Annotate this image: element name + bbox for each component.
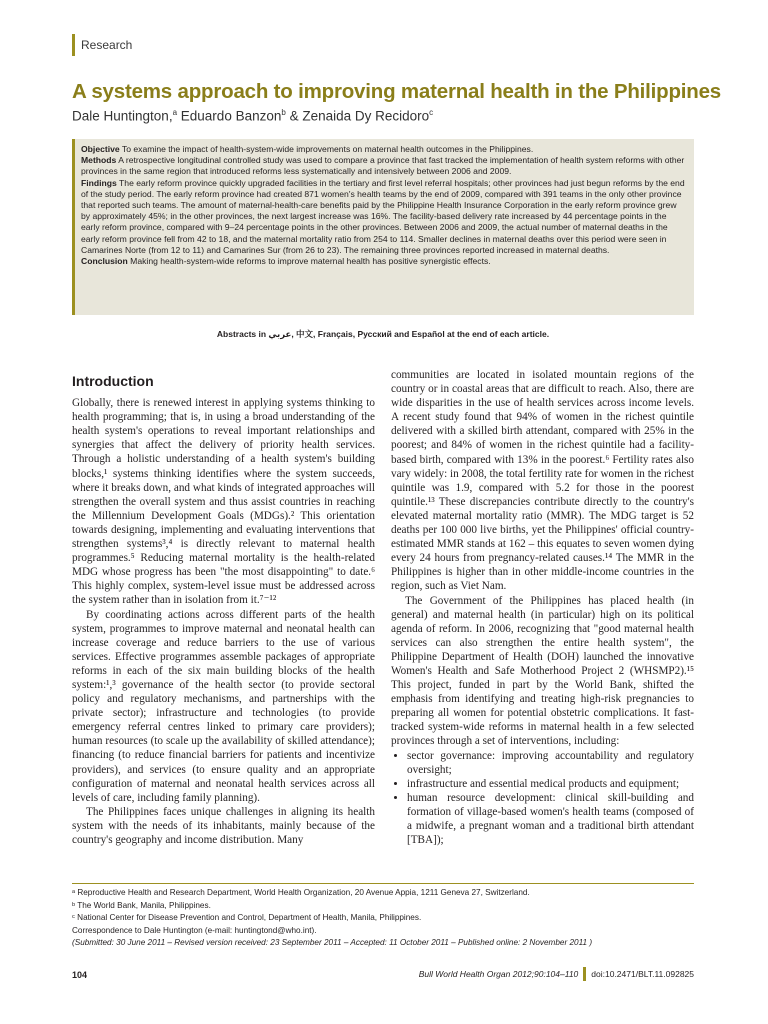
author-name: Eduardo Banzon — [177, 108, 282, 124]
list-item: • sector governance: improving accountability and regulatory oversight; — [407, 749, 694, 777]
abstract-objective-label: Objective — [81, 144, 120, 154]
footnote-affiliation: ᵇ The World Bank, Manila, Philippines. — [72, 900, 211, 910]
footnote-affiliation: ᶜ National Center for Disease Prevention and Control, Department of Health, Manila, Philippines. — [72, 913, 422, 923]
abstract-methods — [81, 155, 686, 177]
journal-reference — [419, 967, 694, 981]
author-name: Dale Huntington, — [72, 108, 173, 124]
abstract-box — [72, 139, 694, 315]
abstract-objective-text: To examine the impact of health-system-wide improvements on maternal health outcomes in the Philippines. — [119, 144, 534, 154]
body-paragraph: By coordinating actions across different parts of the health system, programmes to improve maternal and neonatal health can increase coverage and reduce barriers to the use of various services. Effective programmes assemble packages of appropriate reforms in each of the six main building blocks of the health system:¹,³ governance of the health sector (to provide sectoral policy and regulatory mechanisms, and partnerships with the private sector); infrastructure and technologies (to provide emergency referral centres linked to primary care providers); human resources (to scale up the availability of skilled attendance); financing (to reduce financial barriers for patients and incentivize providers), and services (to ensure quality and an appropriate configuration of maternal and neonatal health services across all levels of care, including family planning). — [72, 608, 375, 804]
body-paragraph: The Government of the Philippines has placed health (in general) and maternal health (in particular) high on its political agenda of reform. In 2006, recognizing that "good maternal health services can also strengthen the entire health system", the Philippine Department of Health (DOH) launched the innovative Women's Health and Safe Motherhood Project 2 (WHSMP2).¹⁵ This project, funded in part by the World Bank, shifted the emphasis from identifying and treating high-risk pregnancies to preparing all women for potential obstetric complications. It fast-tracked system-wide reforms in maternal health in a few selected provinces through a set of interventions, including: — [391, 594, 694, 748]
left-column — [72, 368, 375, 847]
abstract-methods-text: A retrospective longitudinal controlled study was used to compare a province that fast tracked the implementation of health system reforms with other provinces in the same region that introduced reforms less systematically and intensively between 2006 and 2009. — [81, 155, 685, 177]
abstract-findings — [81, 178, 686, 256]
right-column — [391, 368, 694, 847]
body-paragraph: The Philippines faces unique challenges in aligning its health system with the needs of its inhabitants, mainly because of the country's geography and income distribution. Many — [72, 805, 375, 846]
section-tag-label: Research — [81, 38, 133, 52]
author-line — [72, 108, 433, 124]
introduction-heading: Introduction — [72, 373, 154, 389]
footnotes — [72, 887, 694, 950]
footnote-dates: (Submitted: 30 June 2011 – Revised version received: 23 September 2011 – Accepted: 11 October 2011 – Published online: 2 November 2011 ) — [72, 938, 593, 948]
body-paragraph: Globally, there is renewed interest in applying systems thinking to health programming; that is, in using a broad understanding of the health system's operations to reveal important relationships and synergies that affect the delivery of priority health services. Through a holistic understanding of a health system's building blocks,¹ systems thinking identifies where the system succeeds, where it breaks down, and what kinds of integrated approaches will strengthen the overall system and thus assist countries in reaching the Millennium Development Goals (MDGs).² This orientation towards designing, implementing and evaluating interventions that strengthen systems³,⁴ is directly relevant to maternal health programmes.⁵ Reducing maternal mortality is the health-related MDG whose progress has been "the most disappointing" to date.⁶ This highly complex, system-level issue must be addressed across the system rather than in isolation from it.⁷⁻¹² — [72, 397, 375, 607]
author-affiliation-marker: b — [281, 108, 286, 117]
article-title: A systems approach to improving maternal health in the Philippines — [72, 80, 722, 103]
abstract-methods-label: Methods — [81, 155, 117, 166]
abstract-findings-label: Findings — [81, 177, 117, 188]
doi-link[interactable]: doi:10.2471/BLT.11.092825 — [591, 969, 694, 979]
abstracts-languages-note: Abstracts in عربي, 中文, Français, Русский and Español at the end of each article. — [216, 329, 550, 339]
list-item: • human resource development: clinical skill-building and formation of village-based women's health teams (composed of a midwife, a pregnant woman and a traditional birth attendant [TBA]); — [407, 791, 694, 847]
list-item: • infrastructure and essential medical products and equipment; — [407, 777, 694, 791]
abstract-conclusion-label: Conclusion — [81, 256, 128, 267]
intervention-list — [391, 749, 694, 848]
abstract-conclusion — [81, 256, 686, 267]
abstract-findings-text: The early reform province quickly upgraded facilities in the tertiary and first level referral hospitals; other provinces had just begun reforms by the end of the study period. The early reform province had created 871 women's health teams by the end of 2009, compared with 391 teams in the only other province that reported such teams. The amount of maternal-health-care benefits paid by the Philippine Health Insurance Corporation in the early reform province grew by approximately 45%; in the other provinces, the next largest increase was 16%. The facility-based delivery rate increased by 44 percentage points in the early reform province, compared with 9–24 percentage points in the other provinces. Between 2006 and 2009, the actual number of maternal deaths in the early reform province fell from 42 to 18, and the maternal mortality ratio from 254 to 114. Smaller declines in maternal deaths over this period were seen in Camarines Norte (from 12 to 11) and Camarines Sur (from 26 to 23). The remaining three provinces reported increased in maternal deaths. — [81, 177, 685, 255]
footnote-divider — [72, 883, 694, 884]
author-affiliation-marker: c — [429, 108, 434, 117]
abstract-conclusion-text: Making health-system-wide reforms to improve maternal health has positive synergistic effects. — [127, 256, 491, 267]
footnote-affiliation: ᵃ Reproductive Health and Research Department, World Health Organization, 20 Avenue Appia, 1211 Geneva 27, Switzerland. — [72, 888, 530, 897]
section-tag-bar — [72, 34, 75, 56]
footnote-correspondence: Correspondence to Dale Huntington (e-mail: huntingtond@who.int). — [72, 925, 317, 935]
journal-ref-separator — [583, 967, 586, 981]
author-affiliation-marker: a — [172, 108, 178, 117]
page-number: 104 — [72, 970, 88, 980]
author-name: & Zenaida Dy Recidoro — [285, 108, 430, 124]
journal-citation: Bull World Health Organ 2012;90:104–110 — [418, 969, 579, 979]
body-paragraph: communities are located in isolated mountain regions of the country or in coastal areas that are difficult to reach. Also, there are wide disparities in the use of health services across income levels. A recent study found that 94% of women in the richest quintile delivered with a skilled birth attendant, compared with 25% in the poorest; and 84% of women in the richest quintile had a facility-based birth, compared with 13% in the poorest.⁶ Fertility rates also vary widely: in 2008, the total fertility rate for women in the richest quintile was 1.9, compared with 5.2 for those in the poorest quintile.¹³ These discrepancies contribute directly to the country's elevated maternal mortality ratio (MMR). The MDG target is 52 deaths per 100 000 live births, yet the Philippines' official country-estimated MMR stands at 162 – this equates to seven women dying every 24 hours from pregnancy-related causes.¹⁴ The MMR in the Philippines is higher than in other middle-income countries in the region, such as Viet Nam. — [391, 369, 694, 593]
section-tag — [72, 34, 132, 56]
abstract-objective — [81, 144, 686, 155]
